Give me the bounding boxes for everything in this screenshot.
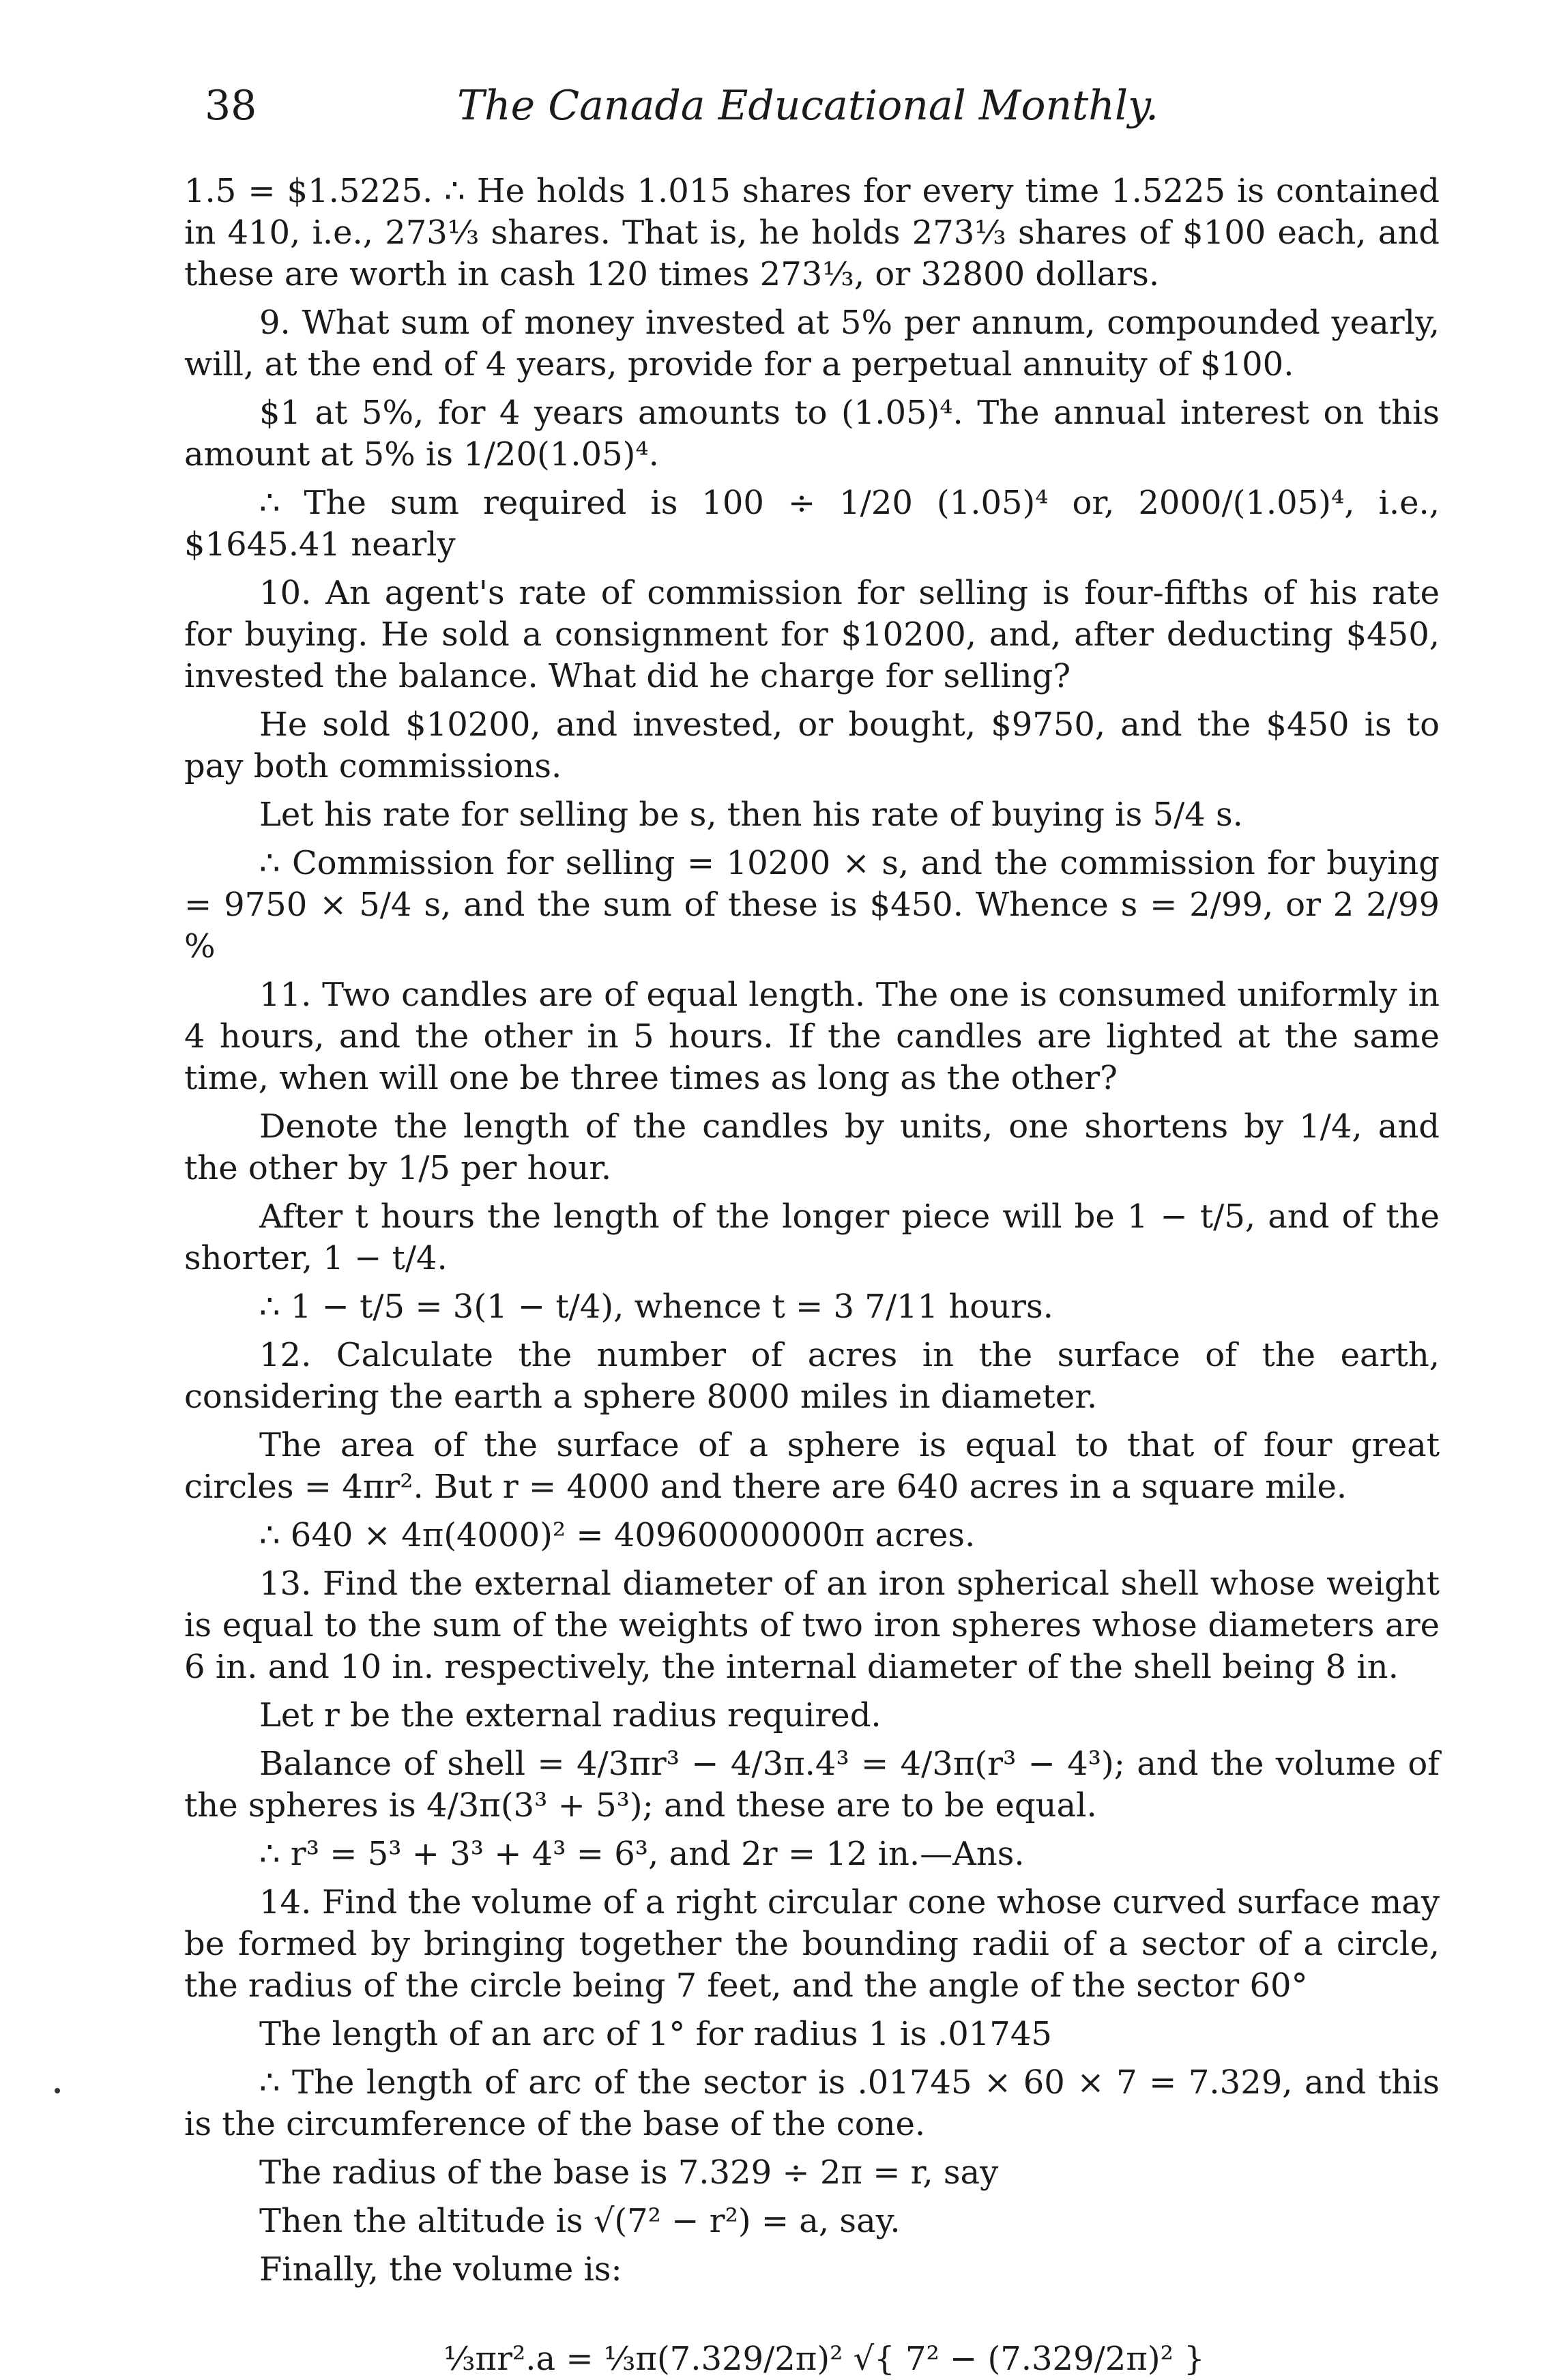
- paragraph: Let r be the external radius required.: [259, 1696, 882, 1735]
- paragraph: 1.5 = $1.5225. ∴ He holds 1.015 shares for every time 1.5225 is contained in 410, i.e., 273⅓ shares. That is, he holds 273⅓ shares of $100 each, and these are worth in cash 120 times 273⅓, or 32800 dollars.: [184, 172, 1440, 293]
- volume-formula: ⅓πr².a = ⅓π(7.329/2π)² √{ 7² − (7.329/2π)² }: [443, 2340, 1205, 2378]
- paragraph: Balance of shell = 4/3πr³ − 4/3π.4³ = 4/3π(r³ − 4³); and the volume of the spheres is 4/3π(3³ + 5³); and these are to be equal.: [184, 1745, 1440, 1825]
- margin-mark: [55, 2088, 60, 2093]
- paragraph: 11. Two candles are of equal length. The one is consumed uniformly in 4 hours, and the other in 5 hours. If the candles are lighted at the same time, when will one be three times as long as the other?: [184, 976, 1440, 1097]
- running-title: The Canada Educational Monthly.: [457, 82, 1159, 130]
- paragraph: Denote the length of the candles by units, one shortens by 1/4, and the other by 1/5 per hour.: [184, 1107, 1440, 1187]
- paragraph: The area of the surface of a sphere is equal to that of four great circles = 4πr². But r = 4000 and there are 640 acres in a square mile.: [184, 1426, 1440, 1506]
- page-header: [184, 82, 1442, 143]
- paragraph: $1 at 5%, for 4 years amounts to (1.05)⁴. The annual interest on this amount at 5% is 1/20(1.05)⁴.: [184, 394, 1440, 474]
- paragraph: 14. Find the volume of a right circular cone whose curved surface may be formed by bringing together the bounding radii of a sector of a circle, the radius of the circle being 7 feet, and the angle of the sector 60°: [184, 1883, 1440, 2005]
- page-number: 38: [205, 82, 257, 130]
- paragraph: 13. Find the external diameter of an iron spherical shell whose weight is equal to the sum of the weights of two iron spheres whose diameters are 6 in. and 10 in. respectively, the internal diameter of the shell being 8 in.: [184, 1565, 1440, 1686]
- paragraph: ∴ The sum required is 100 ÷ 1/20 (1.05)⁴ or, 2000/(1.05)⁴, i.e., $1645.41 nearly: [184, 484, 1440, 564]
- paragraph: 12. Calculate the number of acres in the surface of the earth, considering the earth a sphere 8000 miles in diameter.: [184, 1336, 1440, 1416]
- paragraph: ∴ 1 − t/5 = 3(1 − t/4), whence t = 3 7/11 hours.: [259, 1288, 1053, 1326]
- paragraph: He sold $10200, and invested, or bought, $9750, and the $450 is to pay both commissions.: [184, 706, 1440, 785]
- paragraph: Finally, the volume is:: [259, 2250, 622, 2289]
- paragraph: After t hours the length of the longer piece will be 1 − t/5, and of the shorter, 1 − t/4.: [184, 1198, 1440, 1277]
- paragraph: ∴ 640 × 4π(4000)² = 40960000000π acres.: [259, 1516, 976, 1554]
- paragraph: Then the altitude is √(7² − r²) = a, say.: [259, 2202, 901, 2240]
- paragraph: ∴ r³ = 5³ + 3³ + 4³ = 6³, and 2r = 12 in.—Ans.: [259, 1835, 1025, 1873]
- paragraph: 9. What sum of money invested at 5% per annum, compounded yearly, will, at the end of 4 years, provide for a perpetual annuity of $100.: [184, 304, 1440, 383]
- paragraph: ∴ Commission for selling = 10200 × s, and the commission for buying = 9750 × 5/4 s, and the sum of these is $450. Whence s = 2/99, or 2 2/99 %: [184, 844, 1440, 966]
- paragraph: 10. An agent's rate of commission for selling is four-fifths of his rate for buying. He sold a consignment for $10200, and, after deducting $450, invested the balance. What did he charge for selling?: [184, 574, 1440, 695]
- paragraph: The radius of the base is 7.329 ÷ 2π = r, say: [259, 2153, 999, 2192]
- paragraph: The length of an arc of 1° for radius 1 is .01745: [259, 2015, 1052, 2053]
- paragraph: Let his rate for selling be s, then his rate of buying is 5/4 s.: [259, 796, 1243, 834]
- paragraph: ∴ The length of arc of the sector is .01745 × 60 × 7 = 7.329, and this is the circumference of the base of the cone.: [184, 2063, 1440, 2143]
- body-text: [184, 171, 1440, 2291]
